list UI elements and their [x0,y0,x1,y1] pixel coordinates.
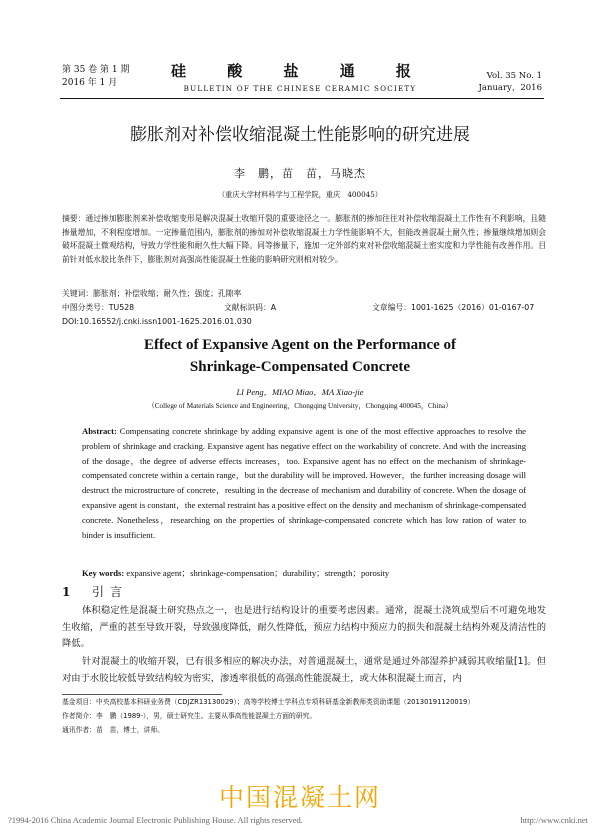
title-en-line1: Effect of Expansive Agent on the Performance of [143,337,457,353]
section-title: 引言 [92,585,129,599]
authors-cn: 李 鹏，苗 苗，马晓杰 [234,167,366,180]
volume-en: Vol. 35 No. 1 [486,71,542,81]
date-en: January，2016 [478,83,542,93]
abstract-cn: 摘要：通过掺加膨胀剂来补偿收缩变形是解决混凝土收缩开裂的重要途径之一。膨胀剂的掺加往往对补偿收缩混凝土工作性有不利影响，且随掺量增加，不利程度增加。一定掺量范围内，膨胀剂的掺加对补偿收缩混凝土力学性能影响不大，但能改善混凝土耐久性；掺量继续增加则会破坏混凝土微观结构，导致力学性能和耐久性大幅下降。同等掺量下，施加一定外部约束对补偿收缩混凝土密实度和力学性能有改善作用。目前针对低水胶比条件下，膨胀剂对高强高性能混凝土性能的影响研究则相对较少。 [62,214,546,264]
cnki-link[interactable]: http://www.cnki.net [520,815,588,825]
journal-title-cn: 硅 酸 盐 通 报 [171,62,429,80]
keywords-en-text: expansive agent；shrinkage-compensation；durability；strength；porosity [126,568,390,578]
journal-title-en: BULLETIN OF THE CHINESE CERAMIC SOCIETY [183,84,417,93]
header-right [479,70,543,94]
abstract-en-text: Compensating concrete shrinkage by adding expansive agent is one of the most effective approaches to resolve the problem of shrinkage and cracking. Expansive agent has negative effect on the workability of concrete. And with the increasing of the dosage，the degree of adverse effects increases，too. Expansive agent has no effect on the mechanism of shrinkage-compensated concrete within a certain range，but the durability will be improved. However，the further increasing dosage will destruct the microstructure of concrete，resulting in the decrease of mechanism and durability of concrete. When the dosage of expansive agent is constant，the external restraint has a positive effect on the density and mechanism of shrinkage-compensated concrete. Nonetheless，researching on the properties of shrinkage-compensated concrete which has low ration of water to binder is insufficient. [82,426,526,540]
footnote-fund: 基金项目：中央高校基本科研业务费（CDJZR13130029）；高等学校博士学科点专项科研基金新教师类资助课题（20130191120019） [62,698,475,706]
classification-row [62,302,546,314]
footnote-corresponding: 通讯作者：苗 苗，博士，讲师。 [62,726,164,734]
authors-en: LI Peng，MIAO Miao，MA Xiao-jie [236,387,364,397]
body-paragraph: 体积稳定性是混凝土研究热点之一，也是进行结构设计的重要考虑因素。通常，混凝土浇筑成型后不可避免地发生收缩，严重的甚至导致开裂，导致强度降低，耐久性降低，预应力结构中预应力的损失和混凝土结构外观及清洁性的降低。 [62,605,546,649]
header-divider [60,98,544,99]
document-code: 文献标识码：A [224,303,277,312]
copyright-text: ?1994-2016 China Academic Journal Electronic Publishing House. All rights reserved. [8,815,303,825]
abstract-en [82,424,526,542]
date-cn: 2016 年 1 月 [62,78,118,88]
volume-cn: 第 35 卷 第 1 期 [62,65,130,75]
footnote-divider [62,694,222,695]
article-number: 文章编号：1001-1625（2016）01-0167-07 [372,303,535,312]
section-number: 1 [62,585,71,599]
abstract-en-label: Abstract: [82,426,117,436]
page-footer [8,815,592,825]
paper-title-cn: 膨胀剂对补偿收缩混凝土性能影响的研究进展 [130,125,470,145]
watermark-logo: 中国混凝土网 [218,783,381,812]
clc-number: 中图分类号：TU528 [62,303,135,312]
title-en-line2: Shrinkage-Compensated Concrete [189,359,411,375]
footnote-author-bio: 作者简介：李 鹏（1989-），男，硕士研究生。主要从事高性能混凝土方面的研究。 [62,712,317,720]
keywords-en-label: Key words: [82,568,125,578]
affiliation-cn: （重庆大学材料科学与工程学院，重庆 400045） [217,190,382,199]
doi: DOI:10.16552/j.cnki.issn1001-1625.2016.01.030 [62,317,252,326]
keywords-en [82,567,526,579]
keywords-cn: 关键词：膨胀剂；补偿收缩；耐久性；强度；孔隙率 [62,289,242,298]
body-paragraph: 针对混凝土的收缩开裂，已有很多相应的解决办法，对普通混凝土，通常是通过外部湿养护减弱其收缩量[1]。但对由于水胶比较低导致结构较为密实，渗透率很低的高强高性能混凝土，或大体积混凝土而言，内 [62,656,546,684]
affiliation-en: （College of Materials Science and Engineering，Chongqing University，Chongqing 400045，China） [147,402,453,410]
paper-title-en [0,334,600,378]
